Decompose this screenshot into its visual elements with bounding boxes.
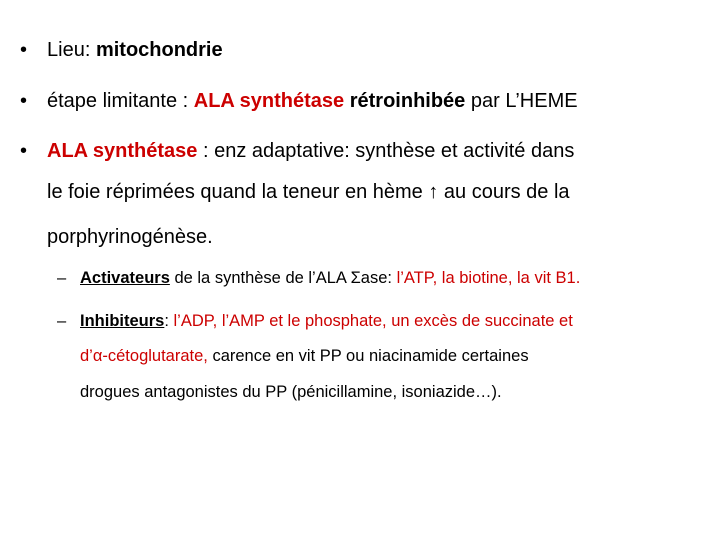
etape-enzyme: ALA synthétase	[193, 90, 345, 112]
ala-line3: porphyrinogénèse.	[47, 226, 213, 248]
inhibiteurs-line3: drogues antagonistes du PP (pénicillamine, isoniazide…).	[80, 383, 502, 401]
lieu-label: Lieu:	[47, 39, 96, 61]
ala-line-2	[47, 180, 570, 204]
dash: –	[57, 269, 67, 287]
ala-line-3	[47, 225, 213, 249]
bullet-dot: •	[20, 90, 28, 112]
bullet-etape-text	[47, 89, 578, 113]
activateurs-label: Activateurs	[80, 269, 170, 287]
etape-suffix: par L’HEME	[465, 90, 578, 112]
ala-line2-b: au cours de la	[438, 181, 570, 203]
inhibiteurs-line2-rest: carence en vit PP ou niacinamide certaines	[207, 347, 529, 365]
bullet-lieu-text	[47, 38, 223, 62]
etape-retro: rétroinhibée	[344, 90, 466, 112]
bullet-dot: •	[20, 39, 28, 61]
inhibiteurs-line-3	[80, 382, 502, 402]
up-arrow-icon: ↑	[428, 181, 439, 203]
inhibiteurs-red-line1: l’ADP, l’AMP et le phosphate, un excès de succinate et	[173, 312, 573, 330]
activateurs-text	[80, 268, 580, 288]
inhibiteurs-line-2	[80, 346, 529, 366]
activateurs-desc: de la synthèse de l’ALA Σase:	[169, 269, 397, 287]
ala-line-1	[47, 139, 574, 163]
ala-line2-a: le foie réprimées quand la teneur en hème	[47, 181, 429, 203]
ala-enzyme: ALA synthétase	[47, 140, 198, 162]
inhibiteurs-label: Inhibiteurs	[80, 312, 165, 330]
inhibiteurs-red-line2: d’α-cétoglutarate,	[80, 347, 208, 365]
etape-prefix: étape limitante :	[47, 90, 194, 112]
inhibiteurs-line-1	[80, 311, 573, 331]
bullet-dot: •	[20, 140, 28, 162]
inhibiteurs-colon: :	[164, 312, 174, 330]
lieu-value: mitochondrie	[95, 39, 223, 61]
dash: –	[57, 312, 67, 330]
ala-line1-rest: : enz adaptative: synthèse et activité dans	[197, 140, 575, 162]
activateurs-list: l’ATP, la biotine, la vit B1.	[396, 269, 581, 287]
